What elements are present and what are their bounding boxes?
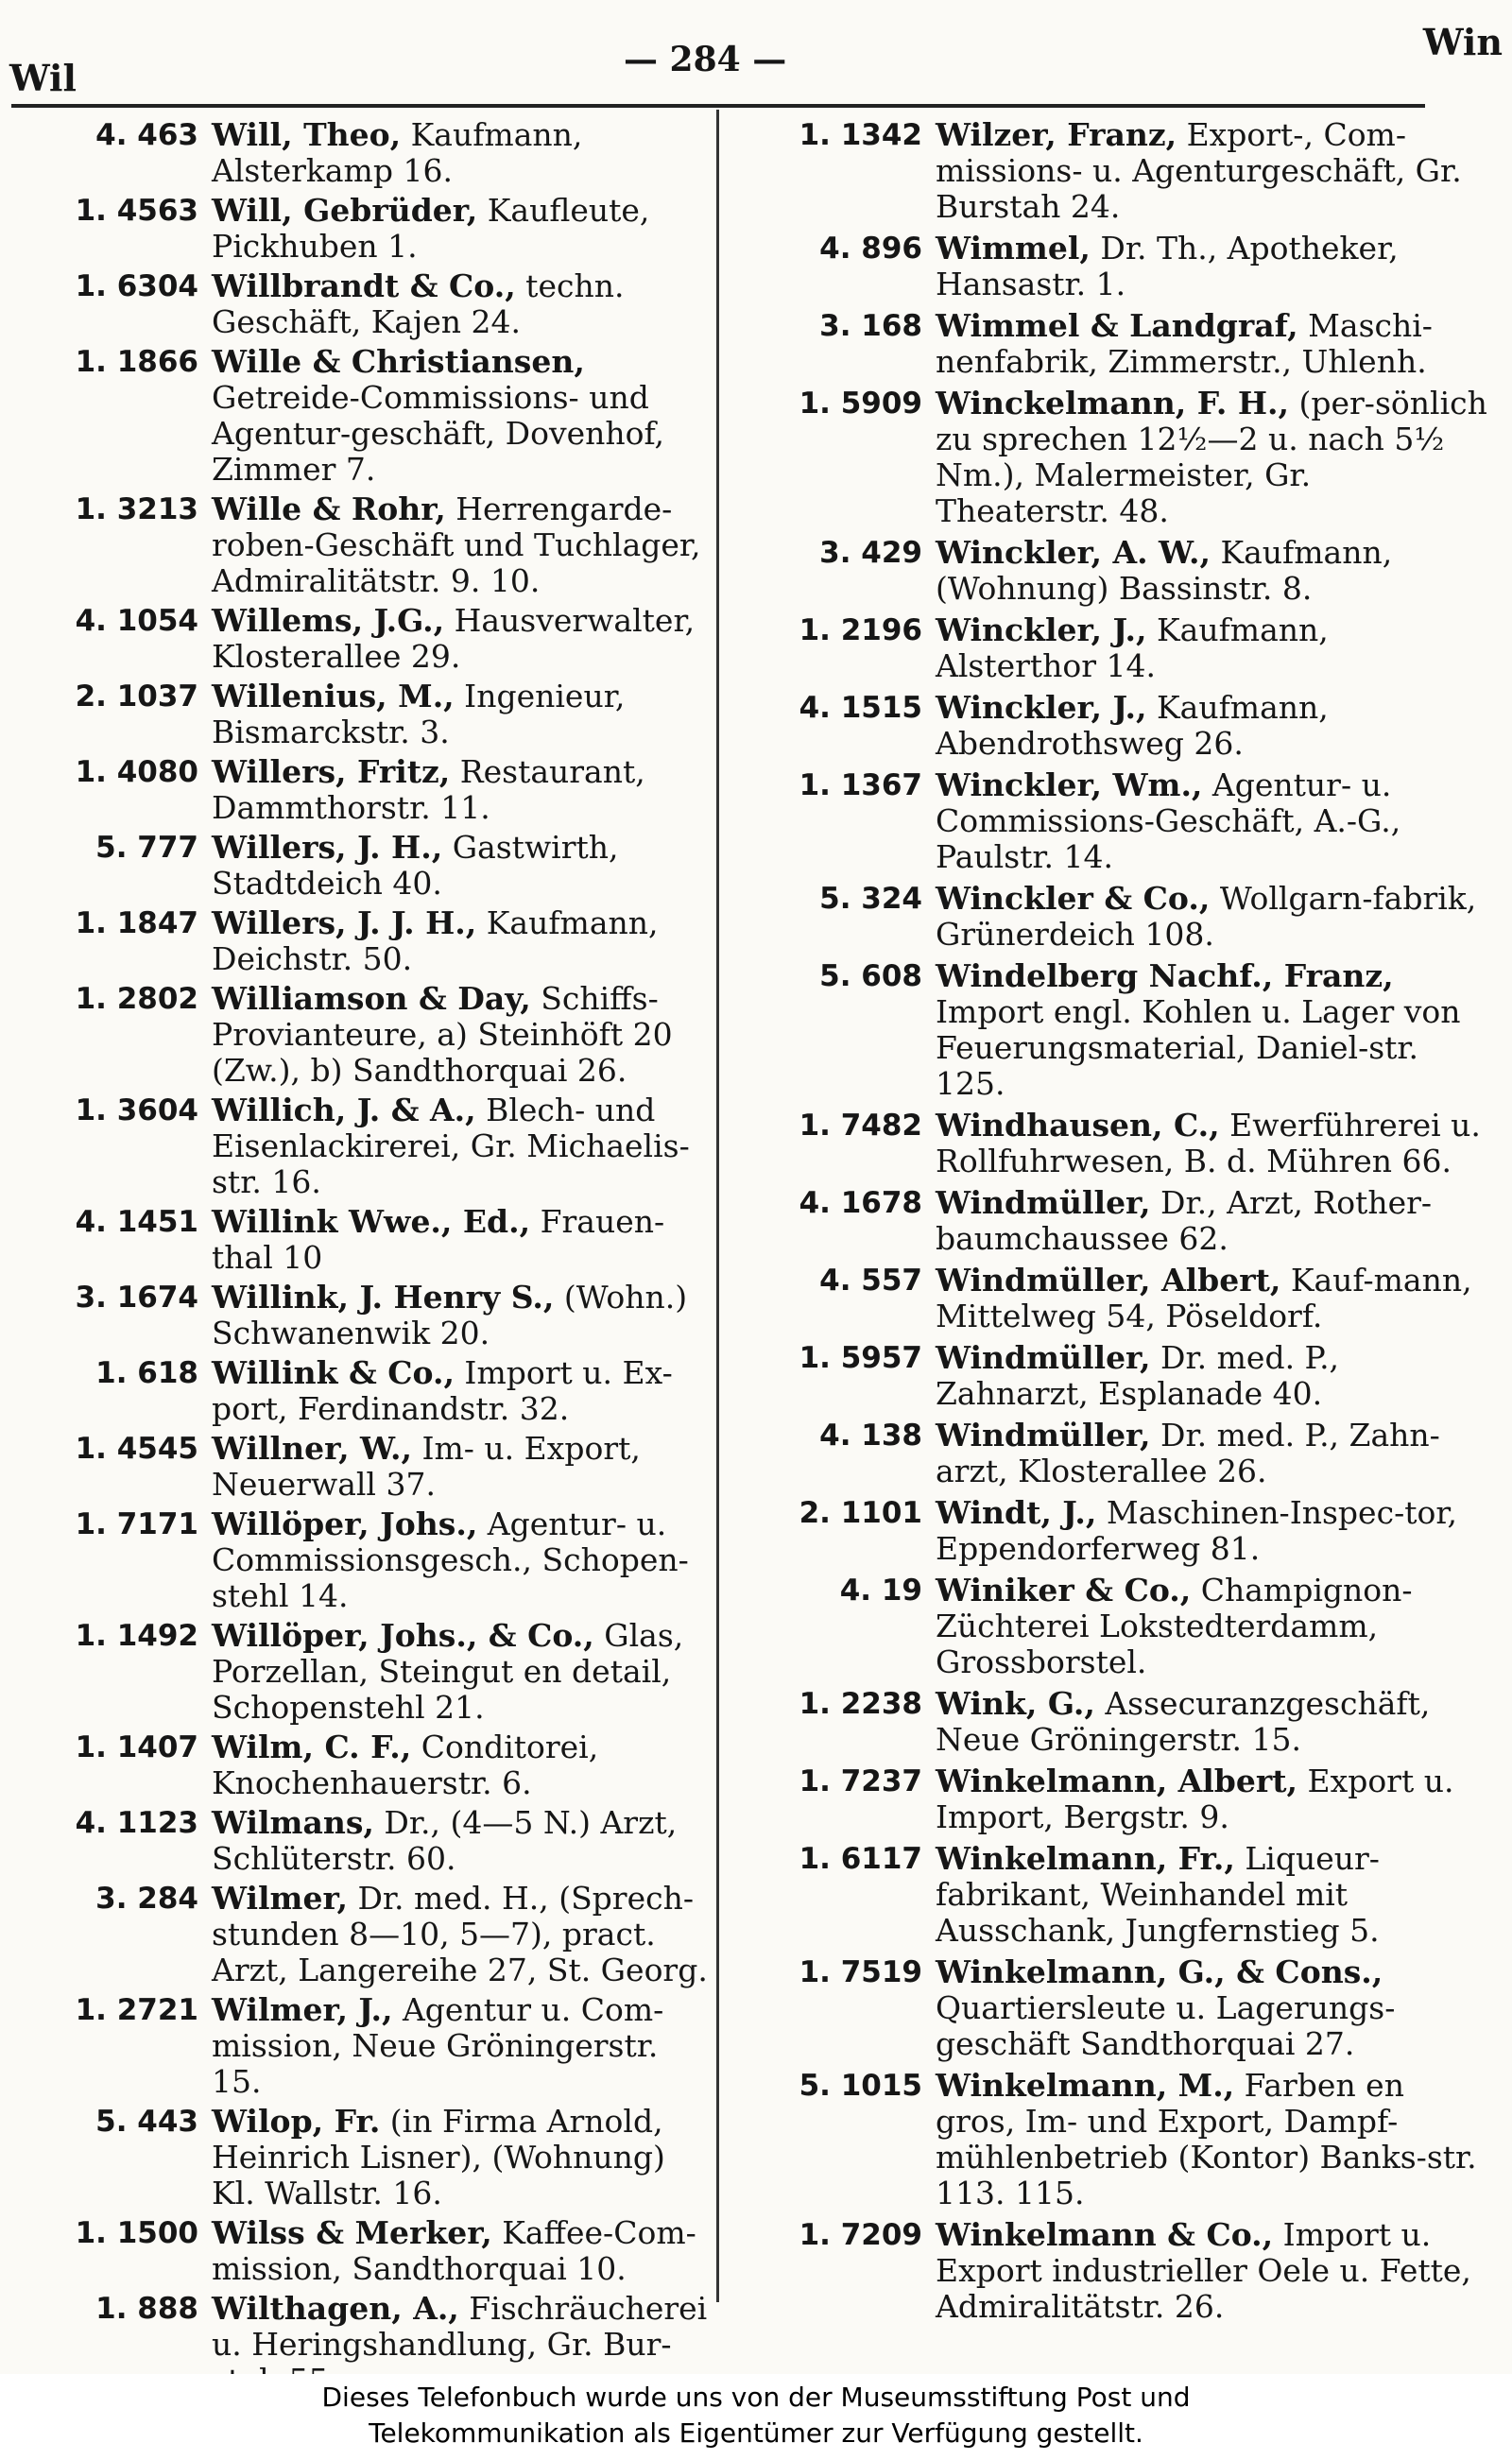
entry-text	[936, 1108, 1493, 1179]
entry-details: Agentur u. Com-mission, Neue Gröningerstr. 15.	[212, 1991, 664, 2100]
entry-details: Import u. Ex-port, Ferdinandstr. 32.	[212, 1354, 673, 1427]
entry-text	[212, 1881, 713, 1988]
phone-number: 1. 6304	[75, 269, 198, 303]
directory-entry	[23, 344, 713, 488]
entry-text	[212, 1092, 713, 1200]
entry-details: Export-, Com-missions- u. Agenturgeschäft, Gr. Burstah 24.	[936, 116, 1462, 225]
entry-name: Winkelmann, G., & Cons.,	[936, 1953, 1383, 1990]
phone-number: 1. 1367	[799, 768, 922, 802]
directory-entry	[23, 603, 713, 675]
directory-entry	[23, 754, 713, 826]
entry-text	[936, 2068, 1493, 2211]
entry-text	[936, 117, 1493, 225]
entry-details: Conditorei, Knochenhauerstr. 6.	[212, 1729, 599, 1801]
entry-name: Wimmel & Landgraf,	[936, 307, 1298, 344]
entry-text	[936, 308, 1493, 380]
entry-text	[936, 2217, 1493, 2325]
entry-text	[936, 1495, 1493, 1567]
directory-entry	[23, 268, 713, 340]
entry-text	[212, 491, 713, 599]
phone-number: 1. 7209	[799, 2218, 922, 2252]
entry-name: Wille & Rohr,	[212, 490, 446, 527]
phone-number: 1. 1500	[75, 2216, 198, 2250]
entry-name: Wilthagen, A.,	[212, 2290, 459, 2327]
phone-number: 5. 1015	[799, 2069, 922, 2103]
footer-line-1: Dieses Telefonbuch wurde uns von der Museumsstiftung Post und	[321, 2382, 1191, 2413]
page-number: — 284 —	[624, 40, 787, 79]
directory-entry	[747, 1573, 1493, 1680]
phone-number: 1. 2238	[799, 1687, 922, 1721]
entry-name: Windhausen, C.,	[936, 1107, 1220, 1144]
entry-text	[212, 603, 713, 675]
entry-name: Willink & Co.,	[212, 1354, 455, 1391]
entry-name: Wilmans,	[212, 1804, 374, 1841]
directory-entry	[23, 1729, 713, 1801]
entry-details: Export u. Import, Bergstr. 9.	[936, 1763, 1454, 1835]
phone-number: 3. 284	[95, 1882, 198, 1916]
directory-entry	[23, 1280, 713, 1351]
phone-number: 4. 463	[95, 118, 198, 152]
entry-text	[212, 1729, 713, 1801]
directory-entry	[747, 1841, 1493, 1949]
entry-name: Winkelmann, Fr.,	[936, 1840, 1235, 1877]
directory-entry	[23, 1431, 713, 1503]
right-column	[747, 117, 1493, 2331]
phone-number: 4. 19	[839, 1574, 922, 1608]
phone-number: 1. 1847	[75, 906, 198, 940]
entry-details: Kaufmann, Alsterthor 14.	[936, 611, 1329, 684]
directory-entry	[747, 1763, 1493, 1835]
phone-number: 1. 618	[95, 1356, 198, 1390]
entry-details: Herrengarde-roben-Geschäft und Tuchlager, Admiralitätstr. 9. 10.	[212, 490, 701, 599]
entry-text	[212, 117, 713, 189]
entry-details: Schiffs-Provianteure, a) Steinhöft 20 (Zw.), b) Sandthorquai 26.	[212, 980, 673, 1089]
entry-details: Dr. med. H., (Sprech-stunden 8—10, 5—7), pract. Arzt, Langereihe 27, St. Georg.	[212, 1880, 708, 1988]
phone-number: 1. 6117	[799, 1842, 922, 1876]
entry-details: Dr., Arzt, Rother-baumchaussee 62.	[936, 1184, 1433, 1257]
entry-name: Wilm, C. F.,	[212, 1729, 412, 1765]
entry-details: Glas, Porzellan, Steingut en detail, Schopenstehl 21.	[212, 1617, 684, 1726]
entry-text	[936, 690, 1493, 762]
entry-name: Willink Wwe., Ed.,	[212, 1203, 531, 1240]
entry-name: Winckler, Wm.,	[936, 766, 1203, 803]
entry-name: Wille & Christiansen,	[212, 343, 585, 380]
entry-text	[936, 1763, 1493, 1835]
entry-text	[936, 1841, 1493, 1949]
phone-number: 3. 1674	[75, 1281, 198, 1315]
phone-number: 1. 4563	[75, 194, 198, 228]
directory-entry	[23, 2104, 713, 2211]
entry-text	[212, 1805, 713, 1877]
directory-entry	[747, 2068, 1493, 2211]
entry-details: Liqueur-fabrikant, Weinhandel mit Ausschank, Jungfernstieg 5.	[936, 1840, 1380, 1949]
entry-text	[936, 231, 1493, 302]
phone-number: 1. 5909	[799, 387, 922, 421]
entry-name: Willers, J. H.,	[212, 829, 443, 866]
phone-number: 4. 138	[819, 1419, 922, 1453]
phone-number: 1. 3213	[75, 492, 198, 526]
footer-line-2: Telekommunikation als Eigentümer zur Verfügung gestellt.	[369, 2417, 1143, 2449]
phone-number: 1. 7519	[799, 1955, 922, 1989]
entry-name: Willers, J. J. H.,	[212, 904, 477, 941]
entry-name: Willich, J. & A.,	[212, 1092, 476, 1128]
entry-details: (in Firma Arnold, Heinrich Lisner), (Wohnung) Kl. Wallstr. 16.	[212, 2103, 665, 2211]
entry-text	[212, 1506, 713, 1614]
phone-number: 5. 324	[819, 882, 922, 916]
entry-details: Maschi-nenfabrik, Zimmerstr., Uhlenh.	[936, 307, 1433, 380]
entry-text	[212, 830, 713, 902]
entry-text	[936, 1185, 1493, 1257]
entry-name: Winckelmann, F. H.,	[936, 385, 1290, 421]
entry-details: Ewerführerei u. Rollfuhrwesen, B. d. Mühren 66.	[936, 1107, 1481, 1179]
entry-text	[936, 386, 1493, 529]
phone-number: 5. 777	[95, 831, 198, 865]
directory-entry	[747, 881, 1493, 953]
entry-text	[212, 1204, 713, 1276]
entry-details: Getreide-Commissions- und Agentur-geschäft, Dovenhof, Zimmer 7.	[212, 379, 665, 488]
entry-text	[212, 344, 713, 488]
directory-entry	[23, 1204, 713, 1276]
entry-text	[212, 905, 713, 977]
entry-details: Kaufmann, Alsterkamp 16.	[212, 116, 583, 189]
phone-number: 4. 1515	[799, 691, 922, 725]
entry-text	[212, 1355, 713, 1427]
page-header	[0, 17, 1512, 102]
entry-name: Winckler, J.,	[936, 689, 1147, 726]
entry-name: Winckler, J.,	[936, 611, 1147, 648]
entry-details: Maschinen-Inspec-tor, Eppendorferweg 81.	[936, 1494, 1457, 1567]
entry-name: Wilmer, J.,	[212, 1991, 393, 2028]
entry-details: Assecuranzgeschäft, Neue Gröningerstr. 15.	[936, 1685, 1431, 1758]
directory-entry	[747, 1340, 1493, 1412]
phone-number: 2. 1101	[799, 1496, 922, 1530]
entry-name: Windmüller, Albert,	[936, 1262, 1281, 1299]
directory-entry	[23, 1992, 713, 2100]
column-divider	[716, 110, 719, 2302]
phone-number: 4. 896	[819, 232, 922, 266]
header-left-keyword: Wil	[9, 57, 77, 99]
entry-text	[212, 754, 713, 826]
entry-text	[936, 1686, 1493, 1758]
entry-name: Will, Gebrüder,	[212, 192, 478, 229]
entry-details: Farben en gros, Im- und Export, Dampf-mühlenbetrieb (Kontor) Banks-str. 113. 115.	[936, 2067, 1477, 2211]
entry-name: Willöper, Johs.,	[212, 1505, 478, 1542]
entry-details: Import u. Export industrieller Oele u. Fette, Admiralitätstr. 26.	[936, 2216, 1471, 2325]
entry-details: Fischräucherei u. Heringshandlung, Gr. Bur-	[212, 2290, 708, 2363]
phone-number: 1. 2721	[75, 1993, 198, 2027]
entry-name: Willner, W.,	[212, 1430, 412, 1467]
entry-name: Windmüller,	[936, 1184, 1151, 1221]
entry-text	[936, 1573, 1493, 1680]
entry-name: Wilop, Fr.	[212, 2103, 381, 2140]
entry-text	[936, 535, 1493, 607]
left-column	[23, 117, 713, 2402]
entry-text	[212, 1992, 713, 2100]
phone-number: 1. 1407	[75, 1730, 198, 1764]
entry-details: Import engl. Kohlen u. Lager von Feuerungsmaterial, Daniel-str. 125.	[936, 993, 1461, 1102]
entry-name: Winkelmann, M.,	[936, 2067, 1235, 2104]
phone-number: 4. 1054	[75, 604, 198, 638]
phone-number: 4. 557	[819, 1264, 922, 1298]
directory-entry	[23, 1092, 713, 1200]
directory-entry	[23, 905, 713, 977]
entry-details: Kaufmann, Abendrothsweg 26.	[936, 689, 1329, 762]
phone-number: 1. 7171	[75, 1507, 198, 1541]
entry-details: Blech- und Eisenlackirerei, Gr. Michaelis-str. 16.	[212, 1092, 690, 1200]
directory-entry	[747, 1686, 1493, 1758]
directory-entry	[23, 1355, 713, 1427]
entry-name: Wilss & Merker,	[212, 2214, 492, 2251]
directory-entry	[747, 1263, 1493, 1334]
entry-name: Winckler, A. W.,	[936, 534, 1211, 571]
entry-text	[212, 1280, 713, 1351]
entry-text	[212, 1431, 713, 1503]
directory-entry	[23, 679, 713, 750]
phone-number: 3. 168	[819, 309, 922, 343]
directory-entry	[747, 117, 1493, 225]
entry-text	[936, 767, 1493, 875]
directory-entry	[747, 767, 1493, 875]
entry-details: Agentur- u. Commissions-Geschäft, A.-G., Paulstr. 14.	[936, 766, 1401, 875]
phone-number: 4. 1678	[799, 1186, 922, 1220]
entry-name: Windmüller,	[936, 1417, 1151, 1454]
phone-number: 1. 2802	[75, 982, 198, 1016]
entry-name: Winkelmann & Co.,	[936, 2216, 1274, 2253]
entry-details: Ingenieur, Bismarckstr. 3.	[212, 678, 626, 750]
entry-name: Winkelmann, Albert,	[936, 1763, 1297, 1799]
directory-entry	[23, 1805, 713, 1877]
entry-name: Windt, J.,	[936, 1494, 1097, 1531]
entry-name: Wink, G.,	[936, 1685, 1095, 1722]
entry-details: Kaufmann, Deichstr. 50.	[212, 904, 659, 977]
header-right-keyword: Win	[1422, 21, 1503, 63]
phone-number: 1. 7237	[799, 1764, 922, 1798]
entry-details: Kaufleute, Pickhuben 1.	[212, 192, 650, 265]
entry-text	[212, 2104, 713, 2211]
entry-name: Wilzer, Franz,	[936, 116, 1177, 153]
entry-text	[936, 881, 1493, 953]
phone-number: 1. 3604	[75, 1093, 198, 1127]
phone-number: 1. 4080	[75, 755, 198, 789]
entry-details: Champignon-Züchterei Lokstedterdamm, Grossborstel.	[936, 1572, 1413, 1680]
entry-text	[936, 1340, 1493, 1412]
entry-details: Kauf-mann, Mittelweg 54, Pöseldorf.	[936, 1262, 1472, 1334]
entry-details: Hausverwalter, Klosterallee 29.	[212, 602, 696, 675]
phone-number: 1. 1866	[75, 345, 198, 379]
phone-number: 1. 1492	[75, 1619, 198, 1653]
entry-details: techn. Geschäft, Kajen 24.	[212, 267, 625, 340]
directory-entry	[23, 1506, 713, 1614]
entry-name: Willers, Fritz,	[212, 753, 451, 790]
entry-details: Dr., (4—5 N.) Arzt, Schlüterstr. 60.	[212, 1804, 678, 1877]
directory-entry	[23, 117, 713, 189]
entry-details: Agentur- u. Commissionsgesch., Schopen-stehl 14.	[212, 1505, 689, 1614]
entry-text	[212, 1618, 713, 1726]
entry-name: Winiker & Co.,	[936, 1572, 1192, 1608]
entry-text	[936, 1263, 1493, 1334]
entry-name: Willink, J. Henry S.,	[212, 1279, 555, 1316]
phone-number: 1. 1342	[799, 118, 922, 152]
entry-name: Willbrandt & Co.,	[212, 267, 516, 304]
phone-number: 4. 1451	[75, 1205, 198, 1239]
entry-text	[212, 268, 713, 340]
entry-name: Windelberg Nachf., Franz,	[936, 957, 1394, 994]
phone-number: 2. 1037	[75, 680, 198, 714]
directory-entry	[747, 1954, 1493, 2062]
phone-number: 1. 7482	[799, 1109, 922, 1143]
entry-name: Windmüller,	[936, 1339, 1151, 1376]
phone-number: 1. 2196	[799, 613, 922, 647]
entry-details: Dr. med. P., Zahnarzt, Esplanade 40.	[936, 1339, 1340, 1412]
phone-number: 5. 608	[819, 959, 922, 993]
entry-details: (Wohn.) Schwanenwik 20.	[212, 1279, 688, 1351]
entry-details: Kaffee-Com-mission, Sandthorquai 10.	[212, 2214, 696, 2287]
entry-details: Dr. med. P., Zahn-arzt, Klosterallee 26.	[936, 1417, 1440, 1489]
directory-entry	[747, 1185, 1493, 1257]
entry-text	[212, 193, 713, 265]
entry-name: Wimmel,	[936, 230, 1091, 267]
phone-number: 1. 888	[95, 2292, 198, 2326]
directory-entry	[23, 830, 713, 902]
phone-number: 3. 429	[819, 536, 922, 570]
entry-name: Willöper, Johs., & Co.,	[212, 1617, 594, 1654]
directory-entry	[23, 1881, 713, 1988]
entry-text	[212, 981, 713, 1089]
entry-details: Gastwirth, Stadtdeich 40.	[212, 829, 619, 902]
entry-details: Dr. Th., Apotheker, Hansastr. 1.	[936, 230, 1399, 302]
footer-notice	[0, 2374, 1512, 2460]
entry-text	[212, 679, 713, 750]
header-rule	[11, 104, 1425, 108]
directory-entry	[747, 308, 1493, 380]
entry-details: Wollgarn-fabrik, Grünerdeich 108.	[936, 880, 1477, 953]
entry-text	[936, 1418, 1493, 1489]
entry-name: Winckler & Co.,	[936, 880, 1211, 917]
entry-details: Frauen-thal 10	[212, 1203, 665, 1276]
directory-entry	[747, 690, 1493, 762]
directory-entry	[747, 386, 1493, 529]
entry-text	[936, 1954, 1493, 2062]
directory-entry	[747, 1418, 1493, 1489]
directory-entry	[23, 491, 713, 599]
directory-entry	[747, 1108, 1493, 1179]
directory-entry	[23, 2215, 713, 2287]
entry-name: Will, Theo,	[212, 116, 402, 153]
directory-entry	[747, 958, 1493, 1102]
directory-entry	[23, 1618, 713, 1726]
phone-number: 5. 443	[95, 2105, 198, 2139]
entry-name: Wilmer,	[212, 1880, 348, 1917]
directory-entry	[747, 231, 1493, 302]
directory-entry	[747, 1495, 1493, 1567]
entry-text	[936, 612, 1493, 684]
directory-entry	[747, 2217, 1493, 2325]
entry-details: Restaurant, Dammthorstr. 11.	[212, 753, 645, 826]
directory-entry	[23, 981, 713, 1089]
entry-details: Quartiersleute u. Lagerungs-geschäft Sandthorquai 27.	[936, 1989, 1396, 2062]
phone-number: 1. 4545	[75, 1432, 198, 1466]
entry-name: Willems, J.G.,	[212, 602, 445, 639]
directory-entry	[747, 535, 1493, 607]
entry-details: (per-sönlich zu sprechen 12½—2 u. nach 5½ Nm.), Malermeister, Gr. Theaterstr. 48.	[936, 385, 1487, 529]
entry-text	[936, 958, 1493, 1102]
entry-details: Im- u. Export, Neuerwall 37.	[212, 1430, 641, 1503]
phone-number: 1. 5957	[799, 1341, 922, 1375]
entry-name: Willenius, M.,	[212, 678, 455, 714]
entry-text	[212, 2215, 713, 2287]
entry-name: Williamson & Day,	[212, 980, 531, 1017]
directory-entry	[747, 612, 1493, 684]
entry-details: Kaufmann, (Wohnung) Bassinstr. 8.	[936, 534, 1393, 607]
phone-number: 4. 1123	[75, 1806, 198, 1840]
directory-entry	[23, 193, 713, 265]
